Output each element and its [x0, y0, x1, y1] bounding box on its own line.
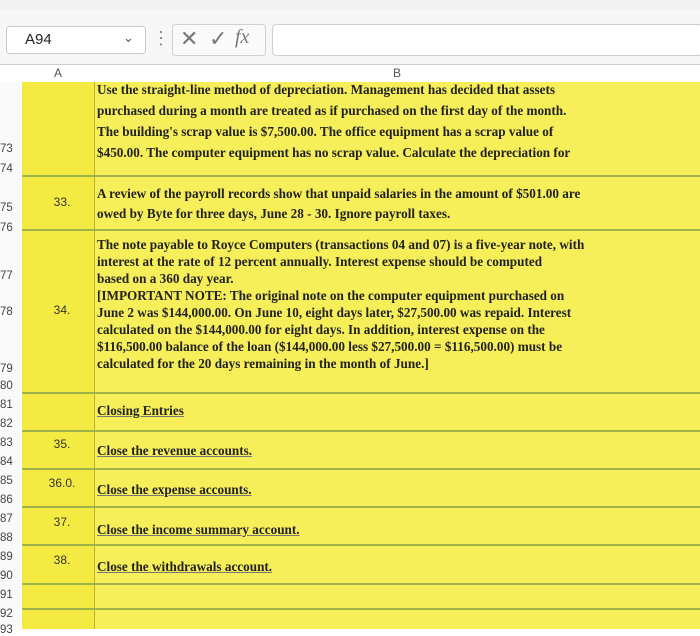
cell-b-text-line: purchased during a month are treated as if purchased on the first day of the month. [97, 103, 567, 118]
more-options-icon[interactable]: ⋮ [152, 28, 170, 48]
cell-b-text-line: based on a 360 day year. [97, 271, 234, 286]
entry-number-36: 36.0. [48, 476, 76, 490]
cell-b-text-line: Close the expense accounts. [97, 482, 252, 497]
row-header-83[interactable]: 83 [0, 437, 13, 449]
row-header-92[interactable]: 92 [0, 608, 13, 620]
enter-icon[interactable]: ✓ [209, 26, 228, 51]
row-headers [0, 82, 20, 636]
cell-b-text-line: Use the straight-line method of depreciation. Management has decided that assets [97, 82, 555, 97]
row-header-82[interactable]: 82 [0, 418, 13, 430]
row-divider [22, 229, 700, 231]
row-divider [22, 175, 700, 177]
name-box[interactable] [6, 26, 146, 54]
row-header-88[interactable]: 88 [0, 532, 13, 544]
entry-number-38: 38. [53, 553, 71, 567]
cancel-icon[interactable]: ✕ [180, 26, 199, 51]
cell-b-text-line: Close the income summary account. [97, 522, 300, 537]
formula-bar [0, 10, 700, 65]
row-header-90[interactable]: 90 [0, 570, 13, 582]
row-divider [22, 430, 700, 432]
chevron-down-icon[interactable]: ⌄ [123, 30, 134, 45]
cell-b-text-line: calculated on the $144,000.00 for eight days. In addition, interest expense on the [97, 322, 545, 337]
entry-number-35: 35. [53, 437, 71, 451]
row-header-87[interactable]: 87 [0, 513, 13, 525]
row-header-78[interactable]: 78 [0, 306, 13, 318]
column-a-cells[interactable] [22, 82, 94, 629]
cell-b-text-line: interest at the rate of 12 percent annually. Interest expense should be computed [97, 254, 543, 269]
column-header-a[interactable]: A [53, 66, 62, 80]
cell-b-text-line: $116,500.00 balance of the loan ($144,000.00 less $27,500.00 = $116,500.00) must be [97, 339, 563, 354]
cell-b-text-line: The note payable to Royce Computers (transactions 04 and 07) is a five-year note, with [97, 237, 585, 252]
row-header-93[interactable]: 93 [0, 624, 13, 636]
row-header-73[interactable]: 73 [0, 143, 13, 155]
cell-b-text-line: Close the revenue accounts. [97, 443, 253, 458]
row-header-84[interactable]: 84 [0, 456, 13, 468]
row-header-79[interactable]: 79 [0, 363, 13, 375]
insert-function-icon[interactable]: fx [235, 26, 250, 48]
row-header-85[interactable]: 85 [0, 475, 13, 487]
cell-b-text-line: The building's scrap value is $7,500.00. The office equipment has a scrap value of [97, 124, 554, 139]
row-divider [22, 608, 700, 610]
closing-entries-heading: Closing Entries [97, 403, 184, 418]
row-header-81[interactable]: 81 [0, 399, 13, 411]
cell-b-text-line: Close the withdrawals account. [97, 559, 273, 574]
row-divider [22, 583, 700, 585]
row-header-76[interactable]: 76 [0, 222, 13, 234]
cell-b-text-line: $450.00. The computer equipment has no scrap value. Calculate the depreciation for [97, 145, 571, 160]
row-header-91[interactable]: 91 [0, 589, 13, 601]
row-divider [22, 468, 700, 470]
formula-buttons [172, 24, 266, 56]
row-header-80[interactable]: 80 [0, 380, 13, 392]
cell-b-text-line: calculated for the 20 days remaining in the month of June.] [97, 356, 429, 371]
cell-b-text-line: [IMPORTANT NOTE: The original note on the computer equipment purchased on [97, 288, 565, 303]
row-header-77[interactable]: 77 [0, 270, 13, 282]
row-header-86[interactable]: 86 [0, 494, 13, 506]
formula-input[interactable] [272, 24, 700, 56]
cell-b-text-line: June 2 was $144,000.00. On June 10, eight days later, $27,500.00 was repaid. Interest [97, 305, 572, 320]
row-header-75[interactable]: 75 [0, 202, 13, 214]
row-divider [22, 506, 700, 508]
entry-number-33: 33. [53, 195, 71, 209]
row-divider [22, 544, 700, 546]
cell-b-text-line: owed by Byte for three days, June 28 - 30. Ignore payroll taxes. [97, 206, 451, 221]
row-header-89[interactable]: 89 [0, 551, 13, 563]
row-divider [22, 392, 700, 394]
name-box-value: A94 [25, 31, 52, 48]
row-header-74[interactable]: 74 [0, 163, 13, 175]
cell-b-text-line: A review of the payroll records show that unpaid salaries in the amount of $501.00 are [97, 186, 581, 201]
entry-number-37: 37. [53, 515, 71, 529]
column-header-b[interactable]: B [392, 66, 401, 80]
entry-number-34: 34. [53, 303, 71, 317]
